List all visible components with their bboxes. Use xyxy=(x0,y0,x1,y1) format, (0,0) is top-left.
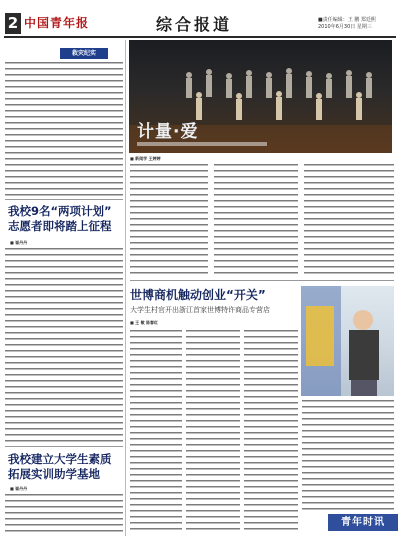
mid-col-1-text xyxy=(130,164,208,276)
story1-headline-line1: 我校9名“两项计划” xyxy=(8,204,112,218)
story1-body-text xyxy=(5,248,123,444)
page-header xyxy=(0,0,400,40)
photo-caption-subline xyxy=(137,142,267,146)
story2-headline-line2: 拓展实训助学基地 xyxy=(8,467,100,481)
middle-byline: ■ 新闻学 王婷婷 xyxy=(130,156,161,161)
header-meta xyxy=(318,17,376,31)
story2-headline-line1: 我校建立大学生素质 xyxy=(8,452,112,466)
bottom-photo-portrait xyxy=(301,286,394,396)
lower-col-1-text xyxy=(130,330,182,532)
mid-col-2-text xyxy=(214,164,298,276)
section-title: 综合报道 xyxy=(156,15,233,34)
date-line: 2010年6月30日 星期三 xyxy=(318,24,372,30)
story1-headline xyxy=(8,204,126,234)
middle-subheadline: 大学生村官开出浙江首家世博特许商品专营店 xyxy=(130,306,270,314)
middle-byline-2: ■ 王 敏 陈春红 xyxy=(130,320,158,325)
story1-headline-line2: 志愿者即将踏上征程 xyxy=(8,219,112,233)
footer-logo: 青年时讯 xyxy=(328,514,398,531)
left-top-body-text xyxy=(5,62,123,196)
story1-byline: ■ 崔丹丹 xyxy=(10,240,28,245)
mid-divider xyxy=(130,280,394,281)
lower-col-3-text xyxy=(244,330,298,532)
editor-line: ■责任编辑：王 鹏 郑廷熙 xyxy=(318,17,376,23)
person-photo-image xyxy=(301,286,394,396)
story2-body-text xyxy=(5,494,123,536)
header-rule xyxy=(4,36,396,38)
story2-byline: ■ 崔丹丹 xyxy=(10,486,28,491)
section-label-box: 救灾纪实 xyxy=(60,48,108,59)
lower-col-4-text xyxy=(302,400,394,512)
newspaper-masthead: 中国青年报 xyxy=(24,16,90,30)
story2-headline xyxy=(8,452,126,482)
mid-col-3-text xyxy=(304,164,394,276)
page-number: 2 xyxy=(5,13,21,34)
column-separator xyxy=(125,40,126,536)
left-divider-2 xyxy=(5,446,123,447)
photo-caption-title: 计量·爱 xyxy=(137,122,199,142)
lower-col-2-text xyxy=(186,330,240,532)
top-photo-performance xyxy=(129,40,392,153)
left-divider-1 xyxy=(5,199,123,200)
middle-headline: 世博商机触动创业“开关” xyxy=(130,288,266,302)
